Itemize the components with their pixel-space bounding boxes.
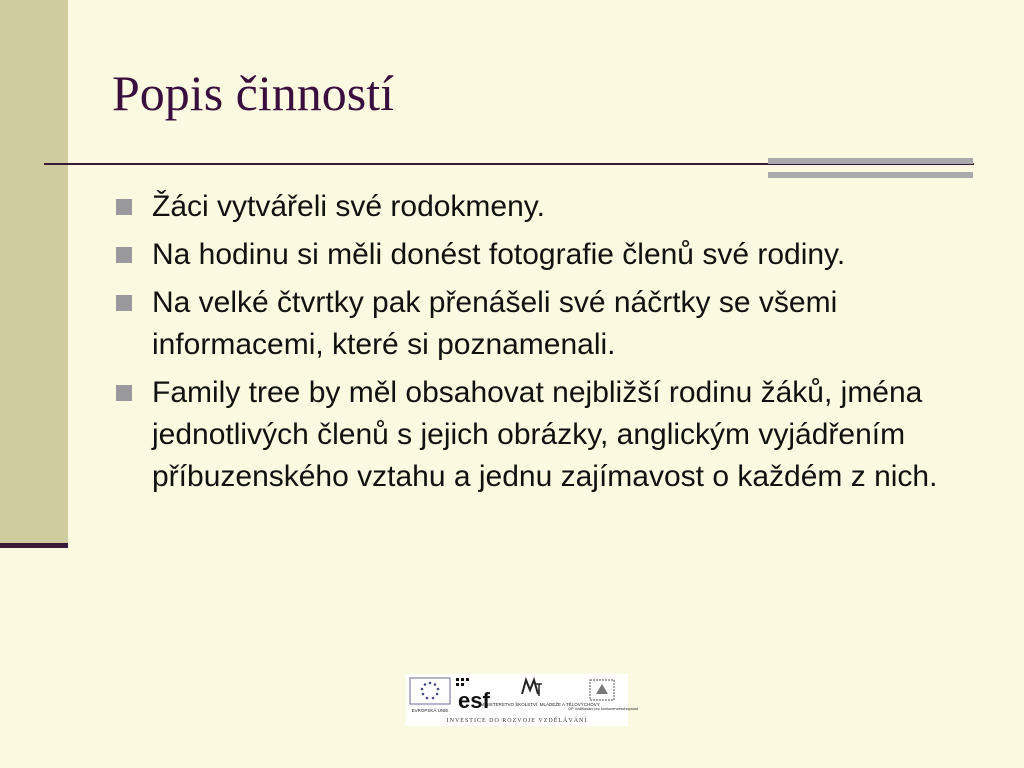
bullet-item (116, 372, 966, 498)
esf-logo (454, 676, 498, 714)
bullet-text: Žáci vytvářeli své rodokmeny. (152, 190, 545, 223)
square-bullet-icon (116, 247, 132, 263)
bullet-text: Family tree by měl obsahovat nejbližší rodinu žáků, jména jednotlivých členů s jejich obrázky, anglickým vyjádřením příbuzenského vztahu a jednu zajímavost o každém z nich. (152, 376, 938, 493)
bullet-text: Na velké čtvrtky pak přenášeli své náčrtky se všemi informacemi, které si poznamenali. (152, 286, 838, 361)
bullet-list (116, 186, 966, 504)
funding-logos (406, 674, 638, 726)
msmt-logo (480, 674, 600, 718)
square-bullet-icon (116, 385, 132, 401)
accent-bar-bottom (768, 172, 973, 178)
msmt-label: MINISTERSTVO ŠKOLSTVÍ, MLÁDEŽE A TĚLOVÝCHOVY (480, 702, 600, 707)
bullet-item (116, 234, 966, 276)
bullet-item (116, 282, 966, 366)
logo-caption: INVESTICE DO ROZVOJE VZDĚLÁVÁNÍ (446, 718, 588, 724)
eu-label: EVROPSKÁ UNIE (411, 708, 449, 713)
slide-title: Popis činností (112, 65, 394, 121)
bullet-item (116, 186, 966, 228)
op-label: OP Vzdělávání pro konkurenceschopnost (568, 707, 638, 711)
square-bullet-icon (116, 199, 132, 215)
esf-label: esf (458, 688, 490, 713)
bullet-text: Na hodinu si měli donést fotografie členů své rodiny. (152, 238, 846, 271)
eu-flag-logo (408, 676, 452, 716)
square-bullet-icon (116, 295, 132, 311)
left-accent-line (0, 543, 68, 548)
op-vk-logo (568, 676, 638, 716)
left-accent-band (0, 0, 68, 548)
accent-bar-top (768, 158, 973, 164)
